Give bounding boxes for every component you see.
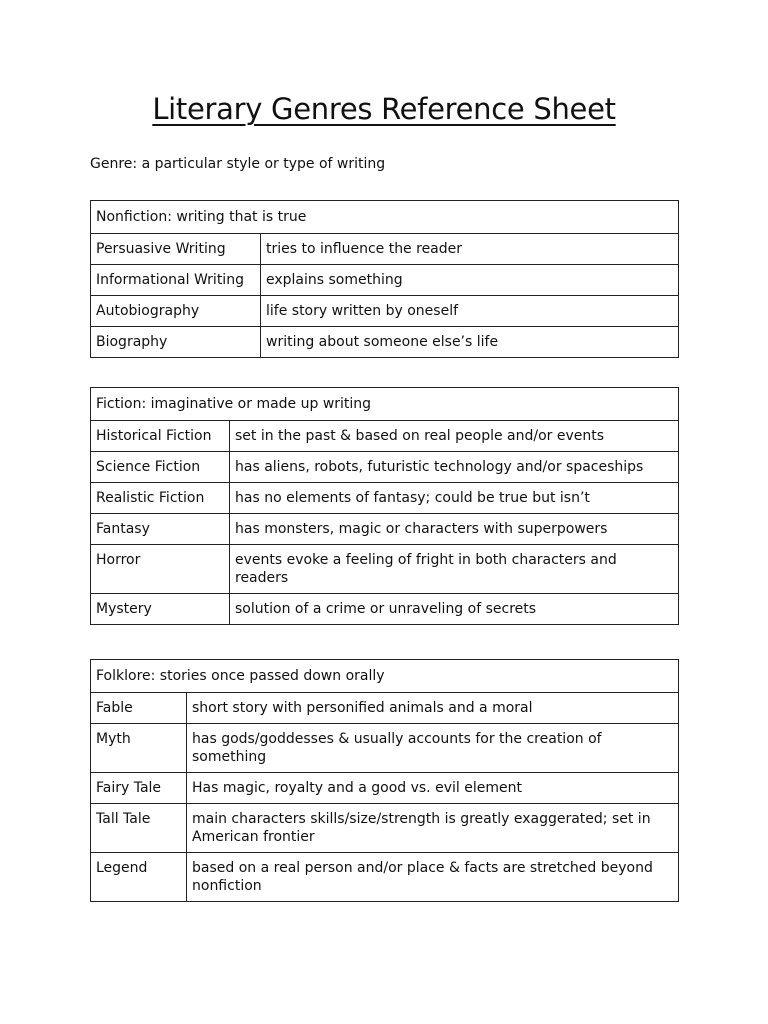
table-row [91, 693, 679, 724]
genre-term: Informational Writing [91, 265, 261, 296]
genre-term: Fairy Tale [91, 773, 187, 804]
genre-term: Horror [91, 545, 230, 594]
table-header-row [91, 201, 679, 234]
genre-definition: Genre: a particular style or type of writing [90, 156, 386, 172]
genre-definition-cell: tries to influence the reader [261, 234, 679, 265]
folklore-table [90, 659, 679, 902]
genre-definition-cell: has gods/goddesses & usually accounts for the creation of something [187, 724, 679, 773]
table-row [91, 804, 679, 853]
genre-term: Persuasive Writing [91, 234, 261, 265]
table-row [91, 421, 679, 452]
genre-term: Biography [91, 327, 261, 358]
genre-term: Historical Fiction [91, 421, 230, 452]
genre-definition-cell: has no elements of fantasy; could be true but isn’t [230, 483, 679, 514]
genre-term: Autobiography [91, 296, 261, 327]
genre-definition-cell: main characters skills/size/strength is greatly exaggerated; set in American frontier [187, 804, 679, 853]
genre-term: Mystery [91, 594, 230, 625]
table-header-row [91, 388, 679, 421]
table-row [91, 514, 679, 545]
page-title: Literary Genres Reference Sheet [152, 92, 616, 126]
table-row [91, 724, 679, 773]
genre-term: Realistic Fiction [91, 483, 230, 514]
genre-definition-cell: solution of a crime or unraveling of secrets [230, 594, 679, 625]
genre-term: Fantasy [91, 514, 230, 545]
table-row [91, 853, 679, 902]
genre-term: Tall Tale [91, 804, 187, 853]
genre-definition-cell: short story with personified animals and a moral [187, 693, 679, 724]
table-row [91, 265, 679, 296]
genre-definition-cell: based on a real person and/or place & facts are stretched beyond nonfiction [187, 853, 679, 902]
nonfiction-header: Nonfiction: writing that is true [91, 201, 679, 234]
table-row [91, 594, 679, 625]
table-row [91, 296, 679, 327]
nonfiction-table [90, 200, 679, 358]
table-row [91, 773, 679, 804]
genre-definition-cell: set in the past & based on real people and/or events [230, 421, 679, 452]
genre-definition-cell: events evoke a feeling of fright in both characters and readers [230, 545, 679, 594]
genre-definition-cell: has aliens, robots, futuristic technology and/or spaceships [230, 452, 679, 483]
table-row [91, 234, 679, 265]
genre-term: Legend [91, 853, 187, 902]
table-row [91, 452, 679, 483]
genre-definition-cell: life story written by oneself [261, 296, 679, 327]
fiction-table [90, 387, 679, 625]
table-row [91, 545, 679, 594]
genre-definition-cell: Has magic, royalty and a good vs. evil element [187, 773, 679, 804]
genre-definition-cell: explains something [261, 265, 679, 296]
table-header-row [91, 660, 679, 693]
genre-term: Science Fiction [91, 452, 230, 483]
fiction-header: Fiction: imaginative or made up writing [91, 388, 679, 421]
genre-definition-cell: has monsters, magic or characters with superpowers [230, 514, 679, 545]
table-row [91, 483, 679, 514]
folklore-header: Folklore: stories once passed down orally [91, 660, 679, 693]
genre-term: Fable [91, 693, 187, 724]
table-row [91, 327, 679, 358]
genre-term: Myth [91, 724, 187, 773]
genre-definition-cell: writing about someone else’s life [261, 327, 679, 358]
